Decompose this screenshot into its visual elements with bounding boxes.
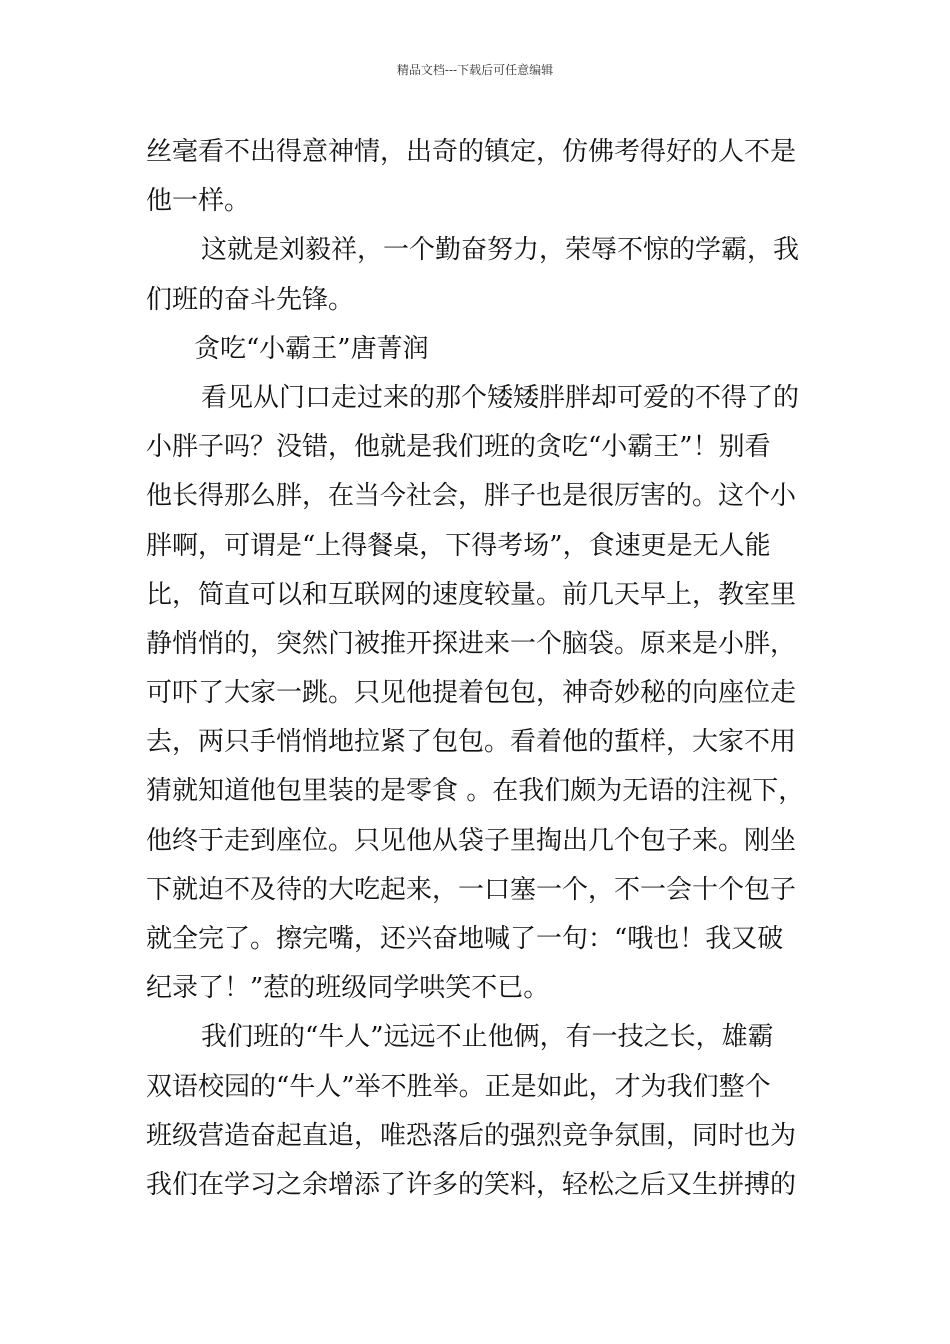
- text-line: 我们在学习之余增添了许多的笑料，轻松之后又生拼搏的: [146, 1169, 797, 1200]
- text-line: 双语校园的“牛人”举不胜举。正是如此，才为我们整个: [146, 1071, 771, 1102]
- text-line: 这就是刘毅祥，一个勤奋努力，荣辱不惊的学霸，我: [201, 235, 800, 266]
- text-line: 班级营造奋起直追，唯恐落后的强烈竞争氛围，同时也为: [146, 1120, 797, 1151]
- text-line: 小胖子吗？没错，他就是我们班的贪吃“小霸王”！别看: [146, 432, 771, 463]
- text-line: 纪录了！”惹的班级同学哄笑不已。: [146, 973, 550, 1004]
- text-line: 他长得那么胖，在当今社会，胖子也是很厉害的。这个小: [146, 481, 797, 512]
- text-line: 我们班的“牛人”远远不止他俩，有一技之长，雄霸: [201, 1022, 774, 1053]
- text-line: 看见从门口走过来的那个矮矮胖胖却可爱的不得了的: [201, 382, 800, 413]
- text-line: 去，两只手悄悄地拉紧了包包。看着他的蜇样，大家不用: [146, 727, 797, 758]
- page-header: 精品文档---下载后可任意编辑: [396, 63, 554, 77]
- text-line: 猜就知道他包里装的是零食 。在我们颇为无语的注视下，: [146, 776, 805, 807]
- text-line: 静悄悄的，突然门被推开探进来一个脑袋。原来是小胖，: [146, 628, 797, 659]
- text-line: 丝毫看不出得意神情，出奇的镇定，仿佛考得好的人不是: [146, 137, 797, 167]
- body-text: [146, 128, 810, 1210]
- text-line: 他一样。: [146, 186, 251, 217]
- section-heading: 贪吃“小霸王”唐菁润: [194, 333, 429, 364]
- text-line: 就全完了。擦完嘴，还兴奋地喊了一句：“哦也！我又破: [146, 924, 784, 954]
- text-line: 他终于走到座位。只见他从袋子里掏出几个包子来。刚坐: [146, 825, 797, 856]
- text-line: 们班的奋斗先锋。: [146, 284, 355, 315]
- text-line: 胖啊，可谓是“上得餐桌，下得考场”，食速更是无人能: [146, 530, 771, 561]
- text-line: 可吓了大家一跳。只见他提着包包，神奇妙秘的向座位走: [146, 678, 797, 709]
- text-line: 比，简直可以和互联网的速度较量。前几天早上，教室里: [146, 579, 797, 610]
- text-line: 下就迫不及待的大吃起来，一口塞一个，不一会十个包子: [146, 874, 797, 905]
